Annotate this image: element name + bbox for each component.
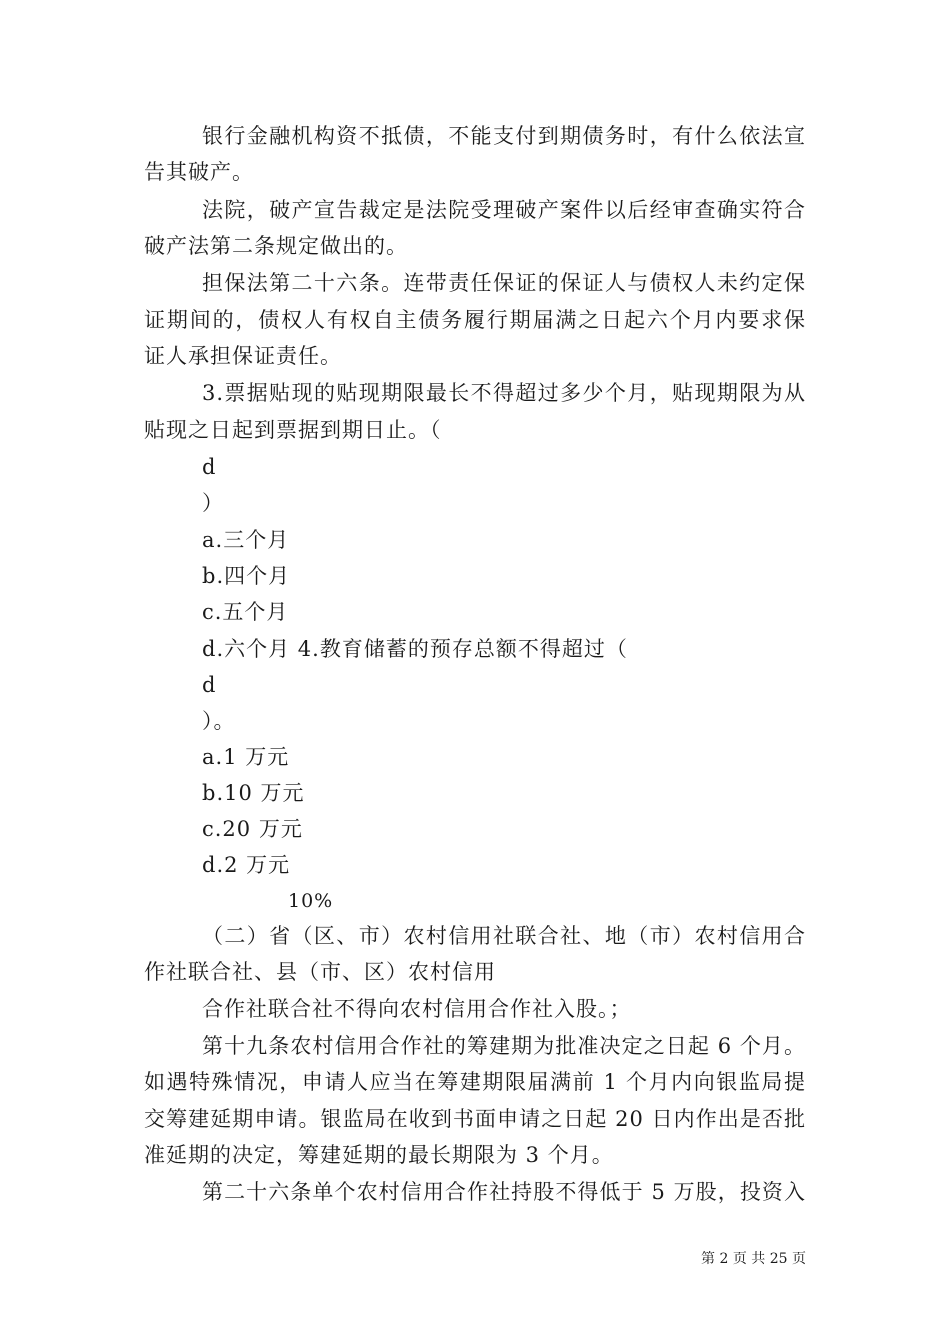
text-line-10: （二）省（区、市）农村信用社联合社、地（市）农村信用合 (202, 924, 806, 948)
option-a-1: a.三个月 (202, 528, 290, 552)
text-line-12: 合作社联合社不得向农村信用合作社入股。； (202, 997, 632, 1021)
text-line-4: 破产法第二条规定做出的。 (144, 234, 408, 258)
text-line-17: 第二十六条单个农村信用合作社持股不得低于 5 万股，投资入 (202, 1180, 806, 1204)
percent-note: 10% (288, 890, 334, 912)
option-d-1: d.六个月 4.教育储蓄的预存总额不得超过（ (202, 637, 628, 661)
paren-close-1: ） (202, 491, 224, 515)
answer-line-1: d (202, 455, 217, 479)
option-d-2: d.2 万元 (202, 853, 291, 877)
option-c-2: c.20 万元 (202, 817, 303, 841)
page-footer: 第 2 页 共 25 页 (701, 1251, 806, 1267)
text-line-5: 担保法第二十六条。连带责任保证的保证人与债权人未约定保 (202, 271, 806, 295)
text-line-3: 法院，破产宣告裁定是法院受理破产案件以后经审查确实符合 (202, 198, 806, 222)
text-line-15: 交筹建延期申请。银监局在收到书面申请之日起 20 日内作出是否批 (144, 1107, 806, 1131)
answer-line-2: d (202, 673, 217, 697)
text-line-16: 准延期的决定，筹建延期的最长期限为 3 个月。 (144, 1143, 614, 1167)
option-c-1: c.五个月 (202, 600, 289, 624)
option-b-2: b.10 万元 (202, 781, 305, 805)
text-line-13: 第十九条农村信用合作社的筹建期为批准决定之日起 6 个月。 (202, 1034, 806, 1058)
paren-close-2: ）。 (202, 709, 236, 733)
text-line-1: 银行金融机构资不抵债，不能支付到期债务时，有什么依法宣 (202, 124, 806, 148)
text-line-7: 证人承担保证责任。 (144, 344, 342, 368)
text-line-11: 作社联合社、县（市、区）农村信用 (144, 960, 496, 984)
option-b-1: b.四个月 (202, 564, 291, 588)
text-line-6: 证期间的，债权人有权自主债务履行期届满之日起六个月内要求保 (144, 308, 806, 332)
text-line-8: 3.票据贴现的贴现期限最长不得超过多少个月，贴现期限为从 (202, 381, 806, 405)
option-a-2: a.1 万元 (202, 745, 290, 769)
text-line-9: 贴现之日起到票据到期日止。（ (144, 418, 442, 442)
text-line-2: 告其破产。 (144, 160, 254, 184)
text-line-14: 如遇特殊情况，申请人应当在筹建期限届满前 1 个月内向银监局提 (144, 1070, 806, 1094)
